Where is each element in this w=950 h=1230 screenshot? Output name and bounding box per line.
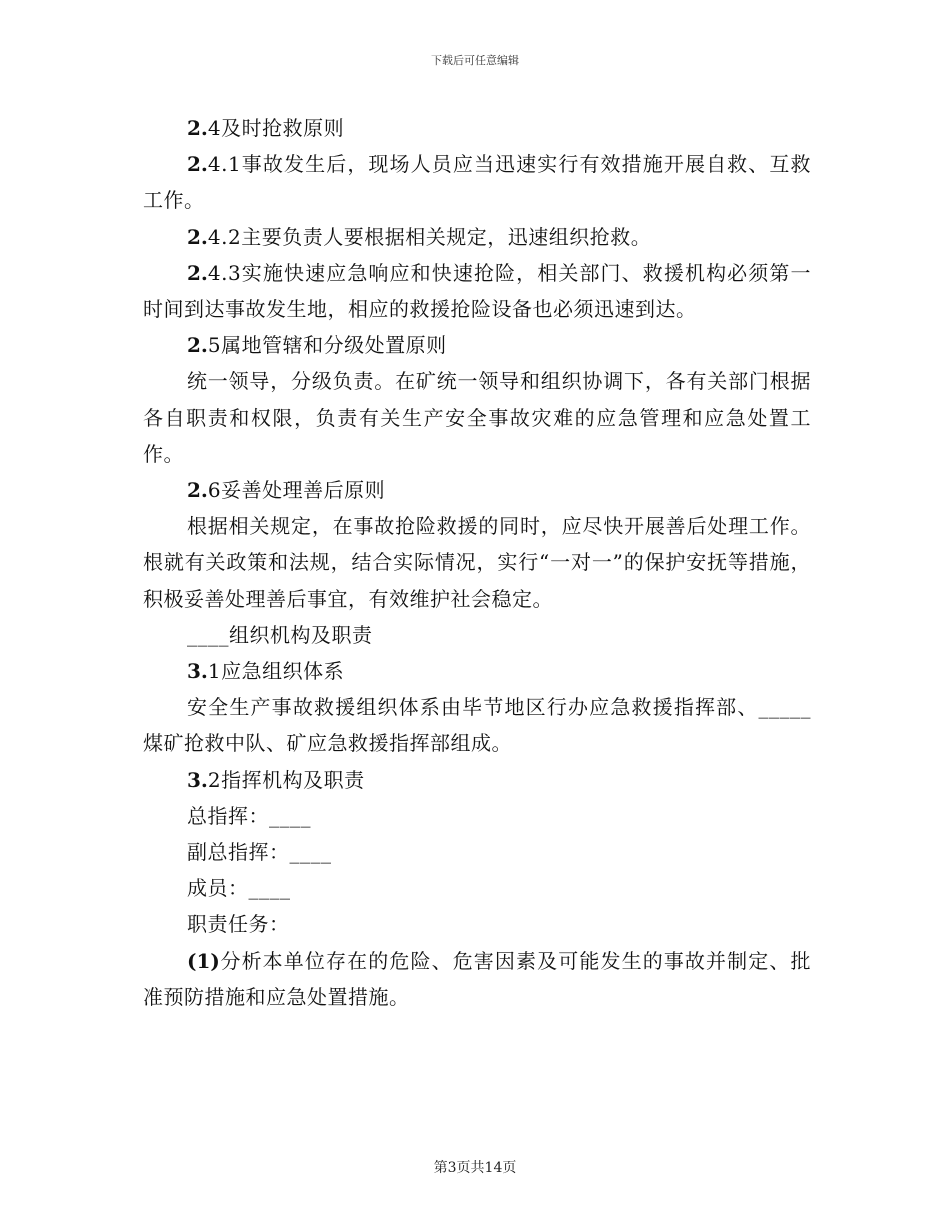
paragraph [143, 798, 811, 834]
paragraph-text: 4.3实施快速应急响应和快速抢险，相关部门、救援机构必须第一时间到达事故发生地，相应的救援抢险设备也必须迅速到达。 [143, 260, 811, 322]
paragraph-text: 2指挥机构及职责 [207, 767, 365, 792]
paragraph-number: 3. [187, 767, 208, 792]
paragraph-number: 2. [187, 260, 208, 285]
paragraph-number: 2. [187, 333, 208, 358]
paragraph [143, 617, 811, 653]
paragraph-text: 1应急组织体系 [207, 659, 345, 684]
paragraph [143, 110, 811, 146]
paragraph-number: 2. [187, 224, 208, 249]
paragraph [143, 762, 811, 798]
paragraph-text: 4.1事故发生后，现场人员应当迅速实行有效措施开展自救、互救工作。 [143, 152, 811, 213]
paragraph-text: 安全生产事故救援组织体系由毕节地区行办应急救援指挥部、_____煤矿抢救中队、矿应急救援指挥部组成。 [143, 695, 811, 756]
paragraph-text: 职责任务： [187, 912, 290, 937]
paragraph-number: 2. [187, 116, 208, 140]
paragraph [143, 472, 811, 508]
paragraph [143, 870, 811, 906]
paragraph [143, 327, 811, 363]
paragraph [143, 943, 811, 1015]
paragraph-text: 6妥善处理善后原则 [207, 478, 386, 503]
paragraph [143, 508, 811, 617]
paragraph [143, 146, 811, 218]
paragraph-text: 4.2主要负责人要根据相关规定，迅速组织抢救。 [207, 224, 652, 249]
paragraph [143, 363, 811, 472]
paragraph-text: ____组织机构及职责 [187, 622, 373, 647]
paragraph-number: (1) [187, 948, 220, 973]
paragraph [143, 834, 811, 870]
paragraph-text: 根据相关规定，在事故抢险救援的同时，应尽快开展善后处理工作。根就有关政策和法规，结合实际情况，实行“一对一”的保护安抚等措施，积极妥善处理善后事宜，有效维护社会稳定。 [143, 514, 811, 611]
paragraph-text: 成员：____ [187, 876, 291, 901]
paragraph-number: 2. [187, 478, 208, 503]
paragraph [143, 906, 811, 942]
paragraph-text: 统一领导，分级负责。在矿统一领导和组织协调下，各有关部门根据各自职责和权限，负责有关生产安全事故灾难的应急管理和应急处置工作。 [143, 369, 811, 466]
page-header: 下载后可任意编辑 [431, 54, 519, 67]
page-footer: 第3页共14页 [433, 1160, 517, 1176]
paragraph [143, 653, 811, 689]
paragraph-text: 5属地管辖和分级处置原则 [207, 333, 447, 358]
paragraph-text: 副总指挥：____ [187, 840, 332, 865]
paragraph [143, 219, 811, 255]
paragraph-number: 2. [187, 152, 208, 177]
paragraph [143, 255, 811, 327]
paragraph [143, 689, 811, 761]
paragraph-text: 分析本单位存在的危险、危害因素及可能发生的事故并制定、批准预防措施和应急处置措施。 [143, 948, 811, 1009]
paragraph-text: 4及时抢救原则 [207, 116, 345, 140]
document-body [143, 110, 811, 1015]
paragraph-text: 总指挥：____ [187, 803, 311, 828]
paragraph-number: 3. [187, 659, 208, 684]
